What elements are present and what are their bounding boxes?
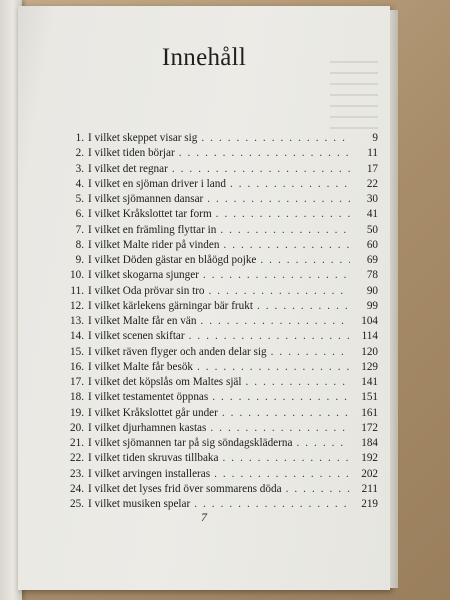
dot-leader bbox=[210, 422, 350, 434]
chapter-title: I vilket skeppet visar sig bbox=[88, 132, 198, 144]
chapter-page-number: 202 bbox=[361, 467, 378, 480]
page-title: Innehåll bbox=[161, 44, 247, 71]
toc-entry bbox=[60, 437, 378, 452]
chapter-title: I vilket sjömannen tar på sig söndagskläderna bbox=[88, 437, 293, 449]
chapter-title: I vilket det köpslås om Maltes själ bbox=[88, 376, 242, 388]
toc-entry bbox=[60, 300, 378, 315]
chapter-number: 16. bbox=[70, 360, 84, 373]
chapter-title: I vilket räven flyger och anden delar sig bbox=[88, 345, 267, 358]
chapter-page-number: 211 bbox=[361, 482, 378, 495]
chapter-page-number: 9 bbox=[372, 132, 378, 144]
toc-entry bbox=[60, 224, 378, 239]
chapter-page-number: 161 bbox=[361, 406, 378, 419]
chapter-page-number: 41 bbox=[366, 208, 378, 221]
dot-leader bbox=[223, 239, 350, 251]
chapter-title: I vilket arvingen installeras bbox=[88, 467, 211, 480]
chapter-number: 9. bbox=[75, 254, 84, 266]
chapter-title: I vilket Oda prövar sin tro bbox=[88, 284, 205, 297]
toc-entry bbox=[60, 193, 378, 208]
book-page bbox=[18, 6, 390, 590]
chapter-page-number: 50 bbox=[366, 223, 378, 236]
dot-leader bbox=[207, 193, 350, 205]
dot-leader bbox=[257, 300, 350, 312]
chapter-number: 25. bbox=[70, 498, 84, 510]
chapter-number: 12. bbox=[70, 299, 84, 312]
chapter-number: 22. bbox=[70, 452, 84, 465]
dot-leader bbox=[214, 468, 350, 480]
toc-entry bbox=[60, 239, 378, 254]
chapter-title: I vilket Malte rider på vinden bbox=[88, 238, 220, 251]
dot-leader bbox=[286, 483, 350, 495]
chapter-title: I vilket kärlekens gärningar bär frukt bbox=[88, 299, 253, 312]
chapter-page-number: 114 bbox=[361, 330, 378, 343]
chapter-page-number: 30 bbox=[366, 193, 378, 205]
chapter-page-number: 11 bbox=[367, 147, 378, 160]
toc-entry bbox=[60, 422, 378, 437]
chapter-page-number: 78 bbox=[366, 269, 378, 282]
chapter-number: 21. bbox=[70, 437, 84, 449]
toc-entry bbox=[60, 376, 378, 391]
chapter-page-number: 60 bbox=[366, 238, 378, 251]
dot-leader bbox=[212, 391, 350, 403]
toc-entry bbox=[60, 483, 378, 498]
toc-entry bbox=[60, 330, 378, 345]
chapter-page-number: 192 bbox=[361, 452, 378, 465]
toc-entry bbox=[60, 361, 378, 376]
dot-leader bbox=[246, 376, 351, 388]
chapter-number: 20. bbox=[70, 421, 84, 434]
chapter-page-number: 141 bbox=[361, 376, 378, 388]
chapter-page-number: 104 bbox=[361, 315, 378, 327]
chapter-page-number: 17 bbox=[366, 162, 378, 175]
dot-leader bbox=[260, 254, 350, 266]
dot-leader bbox=[203, 269, 350, 281]
page-number: 7 bbox=[201, 510, 207, 524]
chapter-number: 8. bbox=[75, 238, 84, 251]
chapter-title: I vilket tiden börjar bbox=[88, 147, 175, 160]
chapter-number: 2. bbox=[75, 147, 84, 160]
chapter-number: 19. bbox=[70, 406, 84, 419]
chapter-title: I vilket sjömannen dansar bbox=[88, 193, 204, 205]
dot-leader bbox=[296, 437, 350, 449]
chapter-number: 23. bbox=[70, 467, 84, 480]
dot-leader bbox=[189, 330, 350, 342]
chapter-page-number: 69 bbox=[366, 254, 378, 266]
chapter-page-number: 120 bbox=[361, 345, 378, 358]
chapter-title: I vilket djurhamnen kastas bbox=[88, 421, 207, 434]
chapter-page-number: 184 bbox=[361, 437, 378, 449]
chapter-title: I vilket en sjöman driver i land bbox=[88, 177, 226, 190]
dot-leader bbox=[200, 315, 350, 327]
chapter-title: I vilket skogarna sjunger bbox=[88, 269, 199, 282]
chapter-title: I vilket musiken spelar bbox=[88, 498, 191, 510]
chapter-title: I vilket en främling flyttar in bbox=[88, 223, 217, 236]
chapter-number: 14. bbox=[70, 330, 84, 343]
toc-entry bbox=[60, 163, 378, 178]
chapter-title: I vilket Kråkslottet tar form bbox=[88, 208, 212, 221]
toc-entry bbox=[60, 452, 378, 467]
chapter-number: 13. bbox=[70, 315, 84, 327]
dot-leader bbox=[194, 498, 350, 510]
show-through-text bbox=[330, 61, 378, 138]
chapter-number: 7. bbox=[75, 223, 84, 236]
chapter-page-number: 151 bbox=[361, 391, 378, 404]
chapter-title: I vilket Kråkslottet går under bbox=[88, 406, 218, 419]
table-of-contents bbox=[60, 132, 378, 513]
toc-entry bbox=[60, 208, 378, 223]
toc-entry bbox=[60, 178, 378, 193]
dot-leader bbox=[172, 163, 350, 175]
dot-leader bbox=[209, 285, 350, 297]
dot-leader bbox=[201, 132, 350, 144]
chapter-title: I vilket testamentet öppnas bbox=[88, 391, 209, 404]
chapter-page-number: 99 bbox=[366, 299, 378, 312]
toc-entry bbox=[60, 285, 378, 300]
chapter-number: 4. bbox=[75, 177, 84, 190]
chapter-number: 24. bbox=[70, 482, 84, 495]
chapter-page-number: 90 bbox=[366, 284, 378, 297]
toc-entry bbox=[60, 468, 378, 483]
chapter-title: I vilket Döden gästar en blåögd pojke bbox=[88, 254, 257, 266]
chapter-number: 18. bbox=[70, 391, 84, 404]
chapter-number: 3. bbox=[75, 162, 84, 175]
chapter-number: 6. bbox=[75, 208, 84, 221]
dot-leader bbox=[197, 361, 350, 373]
chapter-title: I vilket det lyses frid över sommarens döda bbox=[88, 482, 282, 495]
toc-entry bbox=[60, 254, 378, 269]
chapter-number: 1. bbox=[75, 132, 84, 144]
toc-entry bbox=[60, 391, 378, 406]
chapter-number: 5. bbox=[75, 193, 84, 205]
dot-leader bbox=[179, 147, 350, 159]
chapter-number: 11. bbox=[70, 284, 84, 297]
chapter-title: I vilket Malte får en vän bbox=[88, 315, 197, 327]
dot-leader bbox=[230, 178, 350, 190]
toc-entry bbox=[60, 132, 378, 147]
dot-leader bbox=[223, 452, 351, 464]
toc-entry bbox=[60, 346, 378, 361]
chapter-title: I vilket Malte får besök bbox=[88, 360, 194, 373]
dot-leader bbox=[220, 224, 350, 236]
dot-leader bbox=[271, 346, 350, 358]
chapter-number: 10. bbox=[70, 269, 84, 282]
dot-leader bbox=[216, 208, 350, 220]
dot-leader bbox=[222, 407, 350, 419]
chapter-page-number: 172 bbox=[361, 421, 378, 434]
toc-entry bbox=[60, 269, 378, 284]
chapter-title: I vilket tiden skruvas tillbaka bbox=[88, 452, 219, 465]
chapter-number: 15. bbox=[70, 345, 84, 358]
chapter-page-number: 22 bbox=[366, 177, 378, 190]
chapter-title: I vilket scenen skiftar bbox=[88, 330, 185, 343]
toc-entry bbox=[60, 147, 378, 162]
chapter-title: I vilket det regnar bbox=[88, 162, 168, 175]
chapter-page-number: 219 bbox=[361, 498, 378, 510]
toc-entry bbox=[60, 315, 378, 330]
chapter-page-number: 129 bbox=[361, 360, 378, 373]
toc-entry bbox=[60, 407, 378, 422]
chapter-number: 17. bbox=[70, 376, 84, 388]
